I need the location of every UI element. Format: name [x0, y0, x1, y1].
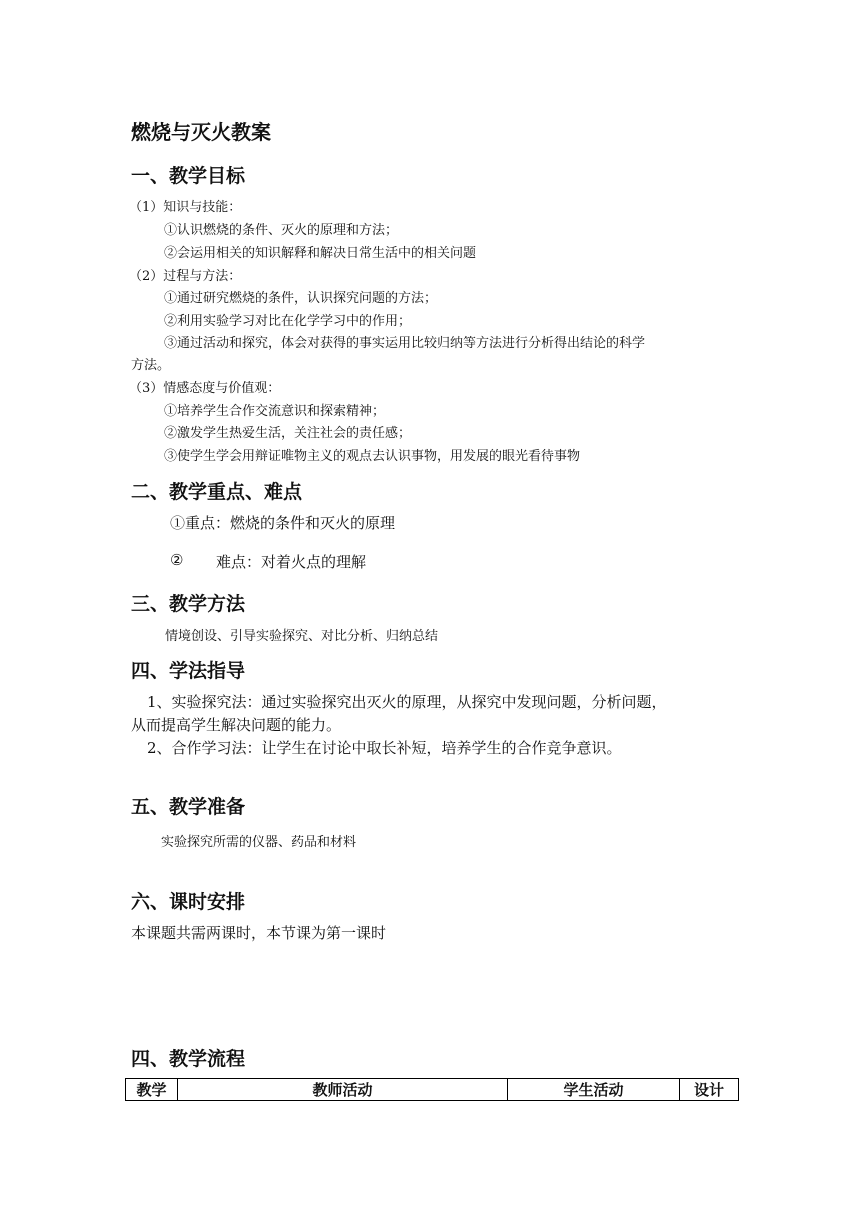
guidance-line: 从而提高学生解决问题的能力。 [131, 716, 342, 734]
table-header-row [126, 1079, 739, 1101]
section-heading-key-points: 二、教学重点、难点 [131, 481, 303, 503]
difficulty-marker: ② [170, 551, 184, 569]
section-heading-flow: 四、教学流程 [131, 1048, 246, 1070]
methods-text: 情境创设、引导实验探究、对比分析、归纳总结 [165, 629, 439, 644]
header-cell-stage: 教学 [126, 1079, 178, 1101]
schedule-text: 本课题共需两课时，本节课为第一课时 [131, 924, 387, 942]
section-heading-preparation: 五、教学准备 [131, 796, 246, 818]
section-heading-schedule: 六、课时安排 [131, 891, 246, 913]
objective-line: （2）过程与方法： [129, 269, 242, 284]
teaching-flow-table [125, 1078, 739, 1101]
guidance-line: 1、实验探究法：通过实验探究出灭火的原理，从探究中发现问题，分析问题， [147, 693, 667, 711]
objective-line: ②激发学生热爱生活，关注社会的责任感； [164, 426, 412, 441]
section-heading-objectives: 一、教学目标 [131, 165, 246, 187]
objective-line: ②会运用相关的知识解释和解决日常生活中的相关问题 [164, 246, 477, 261]
objective-line: ①通过研究燃烧的条件，认识探究问题的方法； [164, 291, 438, 306]
header-cell-student-activity: 学生活动 [508, 1079, 680, 1101]
section-heading-learning-guidance: 四、学法指导 [131, 660, 246, 682]
document-title: 燃烧与灭火教案 [131, 120, 271, 144]
difficulty-text: 难点：对着火点的理解 [216, 553, 367, 571]
section-heading-methods: 三、教学方法 [131, 593, 246, 615]
objective-line: ③使学生学会用辩证唯物主义的观点去认识事物，用发展的眼光看待事物 [164, 449, 581, 464]
header-cell-teacher-activity: 教师活动 [178, 1079, 508, 1101]
header-cell-design: 设计 [680, 1079, 739, 1101]
preparation-text: 实验探究所需的仪器、药品和材料 [161, 835, 357, 850]
objective-line: ③通过活动和探究，体会对获得的事实运用比较归纳等方法进行分析得出结论的科学 [164, 336, 646, 351]
key-point: ①重点：燃烧的条件和灭火的原理 [170, 514, 396, 532]
objective-line: （1）知识与技能： [129, 200, 242, 215]
objective-line: ①认识燃烧的条件、灭火的原理和方法； [164, 223, 399, 238]
objective-line: ②利用实验学习对比在化学学习中的作用； [164, 314, 412, 329]
objective-line: 方法。 [131, 358, 171, 373]
objective-line: （3）情感态度与价值观： [129, 381, 281, 396]
objective-line: ①培养学生合作交流意识和探索精神； [164, 404, 386, 419]
guidance-line: 2、合作学习法：让学生在讨论中取长补短，培养学生的合作竞争意识。 [147, 739, 622, 757]
